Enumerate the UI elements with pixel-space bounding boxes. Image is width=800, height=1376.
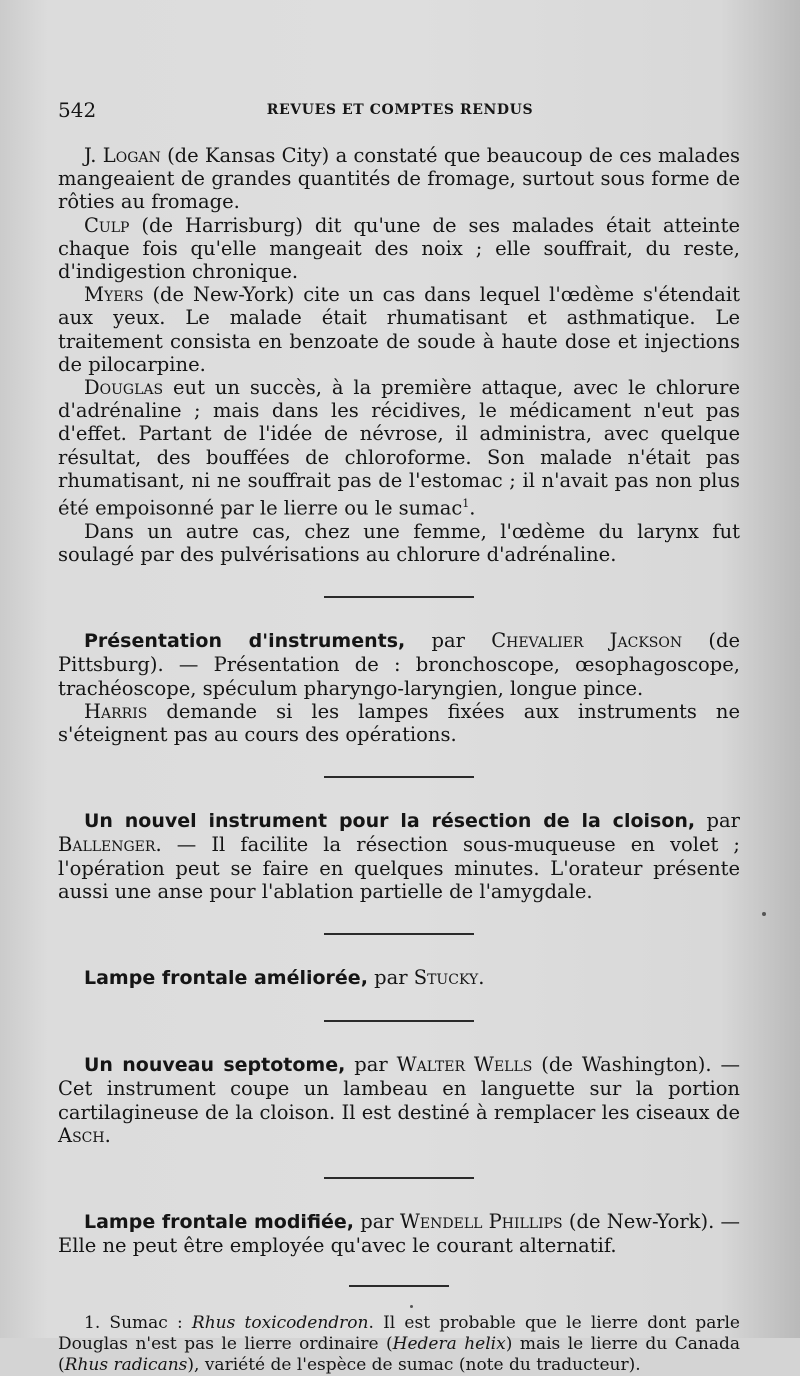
section-title-septotome: Un nouveau septotome, xyxy=(84,1054,346,1077)
author-stucky: Stucky xyxy=(413,965,479,989)
section-title-nouvel-instrument: Un nouvel instrument pour la résection de la cloison, xyxy=(84,810,696,833)
author-walter-wells: Walter Wells xyxy=(396,1053,533,1077)
section-septotome: Un nouveau septotome, par Walter Wells (de Washington). — Cet instrument coupe un lambeau en languette sur la portion cartilagineuse de la cloison. Il est destiné à remplacer les ciseaux de Asch. xyxy=(58,1053,740,1147)
author-culp: Culp xyxy=(84,213,130,237)
author-chevalier-jackson: Chevalier Jackson xyxy=(491,629,683,653)
footnote-number: 1. xyxy=(84,1313,101,1334)
scan-speck xyxy=(762,912,766,916)
section-divider xyxy=(324,1177,474,1179)
paragraph-harris: Harris demande si les lampes fixées aux instruments ne s'éteignent pas au cours des opérations. xyxy=(58,699,740,746)
running-title: REVUES ET COMPTES RENDUS xyxy=(266,102,534,118)
section-divider xyxy=(324,1020,474,1022)
reference-asch: Asch xyxy=(58,1123,105,1147)
section-lampe-modifiee: Lampe frontale modifiée, par Wendell Phillips (de New-York). — Elle ne peut être employée qu'avec le courant alternatif. xyxy=(58,1210,741,1258)
author-ballenger: Ballenger xyxy=(58,833,156,857)
author-douglas: Douglas xyxy=(84,376,164,400)
page-header xyxy=(58,98,742,126)
paragraph-logan: J. Logan (de Kansas City) a constaté que beaucoup de ces malades mangeaient de grandes quantités de fromage, surtout sous forme de rôties au fromage. xyxy=(58,144,740,214)
paragraph-myers: Myers (de New-York) cite un cas dans lequel l'œdème s'étendait aux yeux. Le malade était rhumatisant et asthmatique. Le traitement consista en benzoate de soude à haute dose et injections de pilocarpine. xyxy=(58,283,740,376)
page-body xyxy=(58,144,740,1376)
author-harris: Harris xyxy=(84,699,148,723)
paragraph-culp: Culp (de Harrisburg) dit qu'une de ses malades était atteinte chaque fois qu'elle mangeait des noix ; elle souffrait, du reste, d'indigestion chronique. xyxy=(58,213,740,284)
footnote-divider xyxy=(349,1285,449,1287)
section-divider xyxy=(324,776,474,778)
section-nouvel-instrument: Un nouvel instrument pour la résection de la cloison, par Ballenger. — Il facilite la résection sous-muqueuse en volet ; l'opération peut se faire en quelques minutes. L'orateur présente aussi une anse pour l'ablation partielle de l'amygdale. xyxy=(58,809,740,903)
section-presentation: Présentation d'instruments, par Chevalier Jackson (de Pittsburg). — Présentation de : bronchoscope, œsophagoscope, trachéoscope, spéculum pharyngo-laryngien, longue pince. xyxy=(58,629,740,700)
author-logan: Logan xyxy=(102,144,161,167)
section-divider xyxy=(324,596,474,598)
section-title-lampe-amelioree: Lampe frontale améliorée, xyxy=(84,966,368,989)
section-title-lampe-modifiee: Lampe frontale modifiée, xyxy=(84,1211,355,1233)
scan-speck xyxy=(410,1305,413,1308)
author-myers: Myers xyxy=(84,283,144,307)
footnote-reference: 1 xyxy=(462,497,470,511)
page-number: 542 xyxy=(58,98,97,122)
paragraph-douglas: Douglas eut un succès, à la première attaque, avec le chlorure d'adrénaline ; mais dans les récidives, le médicament n'eut pas d'effet. Partant de l'idée de névrose, il administra, avec quelque résultat, des bouffées de chloroforme. Son malade n'était pas rhumatisant, ni ne souffrait pas de l'estomac ; il n'avait pas non plus été empoisonné par le lierre ou le sumac$^1$. xyxy=(58,376,740,520)
section-lampe-amelioree: Lampe frontale améliorée, par Stucky. xyxy=(84,965,485,989)
author-wendell-phillips: Wendell Phillips xyxy=(399,1210,563,1233)
section-title-presentation: Présentation d'instruments, xyxy=(84,630,406,653)
footnote: 1. Sumac : Rhus toxicodendron. Il est probable que le lierre dont parle Douglas n'est pas le lierre ordinaire (Hedera helix) mais le lierre du Canada (Rhus radicans), variété de l'espèce de sumac (note du traducteur). xyxy=(58,1313,740,1376)
paragraph-femme: Dans un autre cas, chez une femme, l'œdème du larynx fut soulagé par des pulvérisations au chlorure d'adrénaline. xyxy=(58,519,740,566)
section-divider xyxy=(324,933,474,935)
